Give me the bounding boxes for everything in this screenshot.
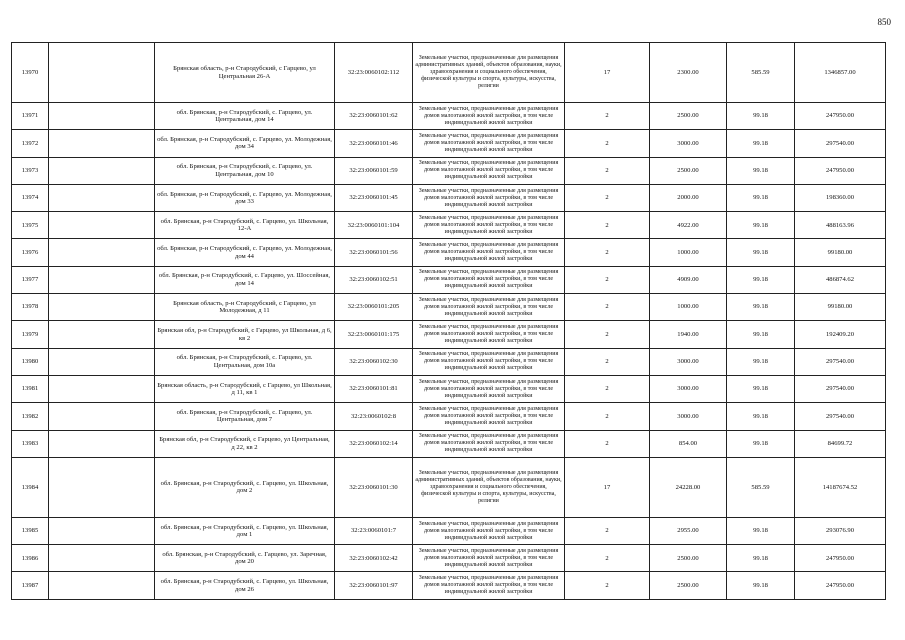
specific-value-cell: 99.18 [727,212,795,239]
blank-cell [49,348,155,375]
specific-value-cell: 99.18 [727,572,795,599]
table-row [12,375,886,402]
land-use-purpose-cell: Земельные участки, предназначенные для размещения административных зданий, объектов образования, науки, здравоохранения и социального обеспечения, физической культуры и спорта, культуры, искусства, религии [413,457,565,517]
use-group-cell: 2 [565,517,650,544]
table-row [12,157,886,184]
row-number-cell: 13987 [12,572,49,599]
address-cell: обл. Брянская, р-н Стародубский, с. Гарцево, ул. Молодежная, дом 44 [155,239,335,266]
row-number-cell: 13973 [12,157,49,184]
use-group-cell: 2 [565,294,650,321]
row-number-cell: 13985 [12,517,49,544]
use-group-cell: 17 [565,457,650,517]
blank-cell [49,43,155,103]
blank-cell [49,375,155,402]
cadastral-value-cell: 293076.90 [795,517,886,544]
specific-value-cell: 99.18 [727,239,795,266]
land-use-purpose-cell: Земельные участки, предназначенные для размещения домов малоэтажной жилой застройки, в том числе индивидуальной жилой застройки [413,348,565,375]
blank-cell [49,572,155,599]
cadastral-value-cell: 1346857.00 [795,43,886,103]
area-cell: 2500.00 [650,572,727,599]
row-number-cell: 13970 [12,43,49,103]
address-cell: обл. Брянская, р-н Стародубский, с. Гарцево, ул. Школьная, дом 26 [155,572,335,599]
area-cell: 1000.00 [650,294,727,321]
cadastral-number-cell: 32:23:0060102:51 [335,266,413,293]
use-group-cell: 2 [565,430,650,457]
table-row [12,266,886,293]
use-group-cell: 2 [565,375,650,402]
cadastral-value-cell: 84699.72 [795,430,886,457]
cadastral-number-cell: 32:23:0060101:7 [335,517,413,544]
blank-cell [49,430,155,457]
address-cell: обл. Брянская, р-н Стародубский, с. Гарцево, ул. Центральная, дом 10 [155,157,335,184]
blank-cell [49,212,155,239]
row-number-cell: 13976 [12,239,49,266]
use-group-cell: 2 [565,239,650,266]
area-cell: 2500.00 [650,103,727,130]
cadastral-number-cell: 32:23:0060101:62 [335,103,413,130]
row-number-cell: 13986 [12,545,49,572]
area-cell: 24228.00 [650,457,727,517]
cadastral-number-cell: 32:23:0060102:42 [335,545,413,572]
area-cell: 1940.00 [650,321,727,348]
cadastral-number-cell: 32:23:0060101:104 [335,212,413,239]
area-cell: 3000.00 [650,130,727,157]
address-cell: обл. Брянская, р-н Стародубский, с. Гарцево, ул. Шоссейная, дом 14 [155,266,335,293]
use-group-cell: 2 [565,212,650,239]
cadastral-value-cell: 99180.00 [795,239,886,266]
cadastral-value-cell: 99180.00 [795,294,886,321]
blank-cell [49,294,155,321]
row-number-cell: 13981 [12,375,49,402]
blank-cell [49,157,155,184]
blank-cell [49,403,155,430]
cadastral-number-cell: 32:23:0060101:45 [335,184,413,211]
table-row [12,403,886,430]
land-use-purpose-cell: Земельные участки, предназначенные для размещения домов малоэтажной жилой застройки, в том числе индивидуальной жилой застройки [413,517,565,544]
table-row [12,545,886,572]
cadastral-number-cell: 32:23:0060102:14 [335,430,413,457]
area-cell: 3000.00 [650,375,727,402]
cadastral-number-cell: 32:23:0060101:30 [335,457,413,517]
use-group-cell: 2 [565,321,650,348]
cadastral-value-cell: 247950.00 [795,545,886,572]
row-number-cell: 13972 [12,130,49,157]
cadastral-number-cell: 32:23:0060102:8 [335,403,413,430]
land-use-purpose-cell: Земельные участки, предназначенные для размещения административных зданий, объектов образования, науки, здравоохранения и социального обеспечения, физической культуры и спорта, культуры, искусства, религии [413,43,565,103]
address-cell: Брянская обл, р-н Стародубский, с Гарцево, ул Школьная, д 6, кв 2 [155,321,335,348]
cadastral-number-cell: 32:23:0060101:46 [335,130,413,157]
cadastral-value-cell: 297540.00 [795,403,886,430]
specific-value-cell: 585.59 [727,457,795,517]
address-cell: обл. Брянская, р-н Стародубский, с. Гарцево, ул. Школьная, дом 2 [155,457,335,517]
address-cell: обл. Брянская, р-н Стародубский, с. Гарцево, ул. Школьная, дом 1 [155,517,335,544]
table-row [12,430,886,457]
cadastral-value-cell: 297540.00 [795,375,886,402]
blank-cell [49,184,155,211]
land-use-purpose-cell: Земельные участки, предназначенные для размещения домов малоэтажной жилой застройки, в том числе индивидуальной жилой застройки [413,130,565,157]
land-use-purpose-cell: Земельные участки, предназначенные для размещения домов малоэтажной жилой застройки, в том числе индивидуальной жилой застройки [413,212,565,239]
area-cell: 3000.00 [650,348,727,375]
address-cell: обл. Брянская, р-н Стародубский, с. Гарцево, ул. Заречная, дом 20 [155,545,335,572]
specific-value-cell: 99.18 [727,184,795,211]
table-row [12,321,886,348]
cadastral-value-cell: 14187674.52 [795,457,886,517]
address-cell: обл. Брянская, р-н Стародубский, с. Гарцево, ул. Центральная, дом 7 [155,403,335,430]
address-cell: обл. Брянская, р-н Стародубский, с. Гарцево, ул. Центральная, дом 10а [155,348,335,375]
blank-cell [49,266,155,293]
use-group-cell: 2 [565,184,650,211]
cadastral-number-cell: 32:23:0060101:81 [335,375,413,402]
area-cell: 1000.00 [650,239,727,266]
page-number: 850 [877,17,891,27]
cadastral-value-cell: 297540.00 [795,130,886,157]
table-body [12,43,886,600]
area-cell: 2300.00 [650,43,727,103]
row-number-cell: 13978 [12,294,49,321]
table-row [12,184,886,211]
land-use-purpose-cell: Земельные участки, предназначенные для размещения домов малоэтажной жилой застройки, в том числе индивидуальной жилой застройки [413,430,565,457]
specific-value-cell: 99.18 [727,517,795,544]
use-group-cell: 2 [565,348,650,375]
use-group-cell: 2 [565,545,650,572]
area-cell: 4922.00 [650,212,727,239]
specific-value-cell: 99.18 [727,130,795,157]
table-row [12,348,886,375]
row-number-cell: 13983 [12,430,49,457]
specific-value-cell: 99.18 [727,545,795,572]
specific-value-cell: 99.18 [727,103,795,130]
table-row [12,103,886,130]
table-row [12,43,886,103]
cadastral-number-cell: 32:23:0060101:56 [335,239,413,266]
row-number-cell: 13979 [12,321,49,348]
blank-cell [49,517,155,544]
table-row [12,212,886,239]
address-cell: обл. Брянская, р-н Стародубский, с. Гарцево, ул. Школьная, 12-А [155,212,335,239]
address-cell: обл. Брянская, р-н Стародубский, с. Гарцево, ул. Молодежная, дом 33 [155,184,335,211]
specific-value-cell: 99.18 [727,375,795,402]
area-cell: 3000.00 [650,403,727,430]
blank-cell [49,130,155,157]
area-cell: 2955.00 [650,517,727,544]
address-cell: Брянская обл, р-н Стародубский, с Гарцево, ул Центральная, д 22, кв 2 [155,430,335,457]
address-cell: Брянская область, р-н Стародубский, с Гарцево, ул Школьная, д 11, кв 1 [155,375,335,402]
land-use-purpose-cell: Земельные участки, предназначенные для размещения домов малоэтажной жилой застройки, в том числе индивидуальной жилой застройки [413,239,565,266]
address-cell: обл. Брянская, р-н Стародубский, с. Гарцево, ул. Центральная, дом 14 [155,103,335,130]
row-number-cell: 13984 [12,457,49,517]
address-cell: Брянская область, р-н Стародубский, с Гарцево, ул Молодежная, д 11 [155,294,335,321]
row-number-cell: 13971 [12,103,49,130]
land-use-purpose-cell: Земельные участки, предназначенные для размещения домов малоэтажной жилой застройки, в том числе индивидуальной жилой застройки [413,157,565,184]
row-number-cell: 13982 [12,403,49,430]
use-group-cell: 2 [565,103,650,130]
table-row [12,239,886,266]
table-row [12,130,886,157]
cadastral-value-cell: 297540.00 [795,348,886,375]
blank-cell [49,321,155,348]
table-row [12,294,886,321]
cadastral-value-cell: 247950.00 [795,103,886,130]
blank-cell [49,103,155,130]
specific-value-cell: 585.59 [727,43,795,103]
table-row [12,457,886,517]
address-cell: обл. Брянская, р-н Стародубский, с. Гарцево, ул. Молодежная, дом 34 [155,130,335,157]
area-cell: 854.00 [650,430,727,457]
use-group-cell: 2 [565,572,650,599]
blank-cell [49,457,155,517]
land-use-purpose-cell: Земельные участки, предназначенные для размещения домов малоэтажной жилой застройки, в том числе индивидуальной жилой застройки [413,103,565,130]
area-cell: 2500.00 [650,157,727,184]
blank-cell [49,545,155,572]
table-row [12,517,886,544]
land-use-purpose-cell: Земельные участки, предназначенные для размещения домов малоэтажной жилой застройки, в том числе индивидуальной жилой застройки [413,375,565,402]
cadastral-value-cell: 486874.62 [795,266,886,293]
cadastral-number-cell: 32:23:0060101:97 [335,572,413,599]
use-group-cell: 2 [565,403,650,430]
land-use-purpose-cell: Земельные участки, предназначенные для размещения домов малоэтажной жилой застройки, в том числе индивидуальной жилой застройки [413,572,565,599]
cadastral-number-cell: 32:23:0060101:205 [335,294,413,321]
specific-value-cell: 99.18 [727,294,795,321]
land-use-purpose-cell: Земельные участки, предназначенные для размещения домов малоэтажной жилой застройки, в том числе индивидуальной жилой застройки [413,184,565,211]
cadastral-value-cell: 198360.00 [795,184,886,211]
address-cell: Брянская область, р-н Стародубский, с Гарцево, ул Центральная 26-А [155,43,335,103]
specific-value-cell: 99.18 [727,430,795,457]
cadastral-number-cell: 32:23:0060101:59 [335,157,413,184]
specific-value-cell: 99.18 [727,348,795,375]
cadastral-number-cell: 32:23:0060101:175 [335,321,413,348]
cadastral-value-table [11,42,886,600]
use-group-cell: 2 [565,157,650,184]
row-number-cell: 13975 [12,212,49,239]
land-use-purpose-cell: Земельные участки, предназначенные для размещения домов малоэтажной жилой застройки, в том числе индивидуальной жилой застройки [413,545,565,572]
row-number-cell: 13980 [12,348,49,375]
cadastral-value-cell: 192409.20 [795,321,886,348]
blank-cell [49,239,155,266]
area-cell: 2000.00 [650,184,727,211]
land-use-purpose-cell: Земельные участки, предназначенные для размещения домов малоэтажной жилой застройки, в том числе индивидуальной жилой застройки [413,403,565,430]
land-use-purpose-cell: Земельные участки, предназначенные для размещения домов малоэтажной жилой застройки, в том числе индивидуальной жилой застройки [413,266,565,293]
row-number-cell: 13977 [12,266,49,293]
area-cell: 4909.00 [650,266,727,293]
specific-value-cell: 99.18 [727,157,795,184]
use-group-cell: 2 [565,130,650,157]
cadastral-number-cell: 32:23:0060102:112 [335,43,413,103]
specific-value-cell: 99.18 [727,266,795,293]
land-use-purpose-cell: Земельные участки, предназначенные для размещения домов малоэтажной жилой застройки, в том числе индивидуальной жилой застройки [413,294,565,321]
table-row [12,572,886,599]
specific-value-cell: 99.18 [727,321,795,348]
cadastral-number-cell: 32:23:0060102:30 [335,348,413,375]
specific-value-cell: 99.18 [727,403,795,430]
cadastral-value-cell: 488163.96 [795,212,886,239]
area-cell: 2500.00 [650,545,727,572]
row-number-cell: 13974 [12,184,49,211]
use-group-cell: 17 [565,43,650,103]
use-group-cell: 2 [565,266,650,293]
cadastral-value-cell: 247950.00 [795,572,886,599]
cadastral-value-cell: 247950.00 [795,157,886,184]
land-use-purpose-cell: Земельные участки, предназначенные для размещения домов малоэтажной жилой застройки, в том числе индивидуальной жилой застройки [413,321,565,348]
